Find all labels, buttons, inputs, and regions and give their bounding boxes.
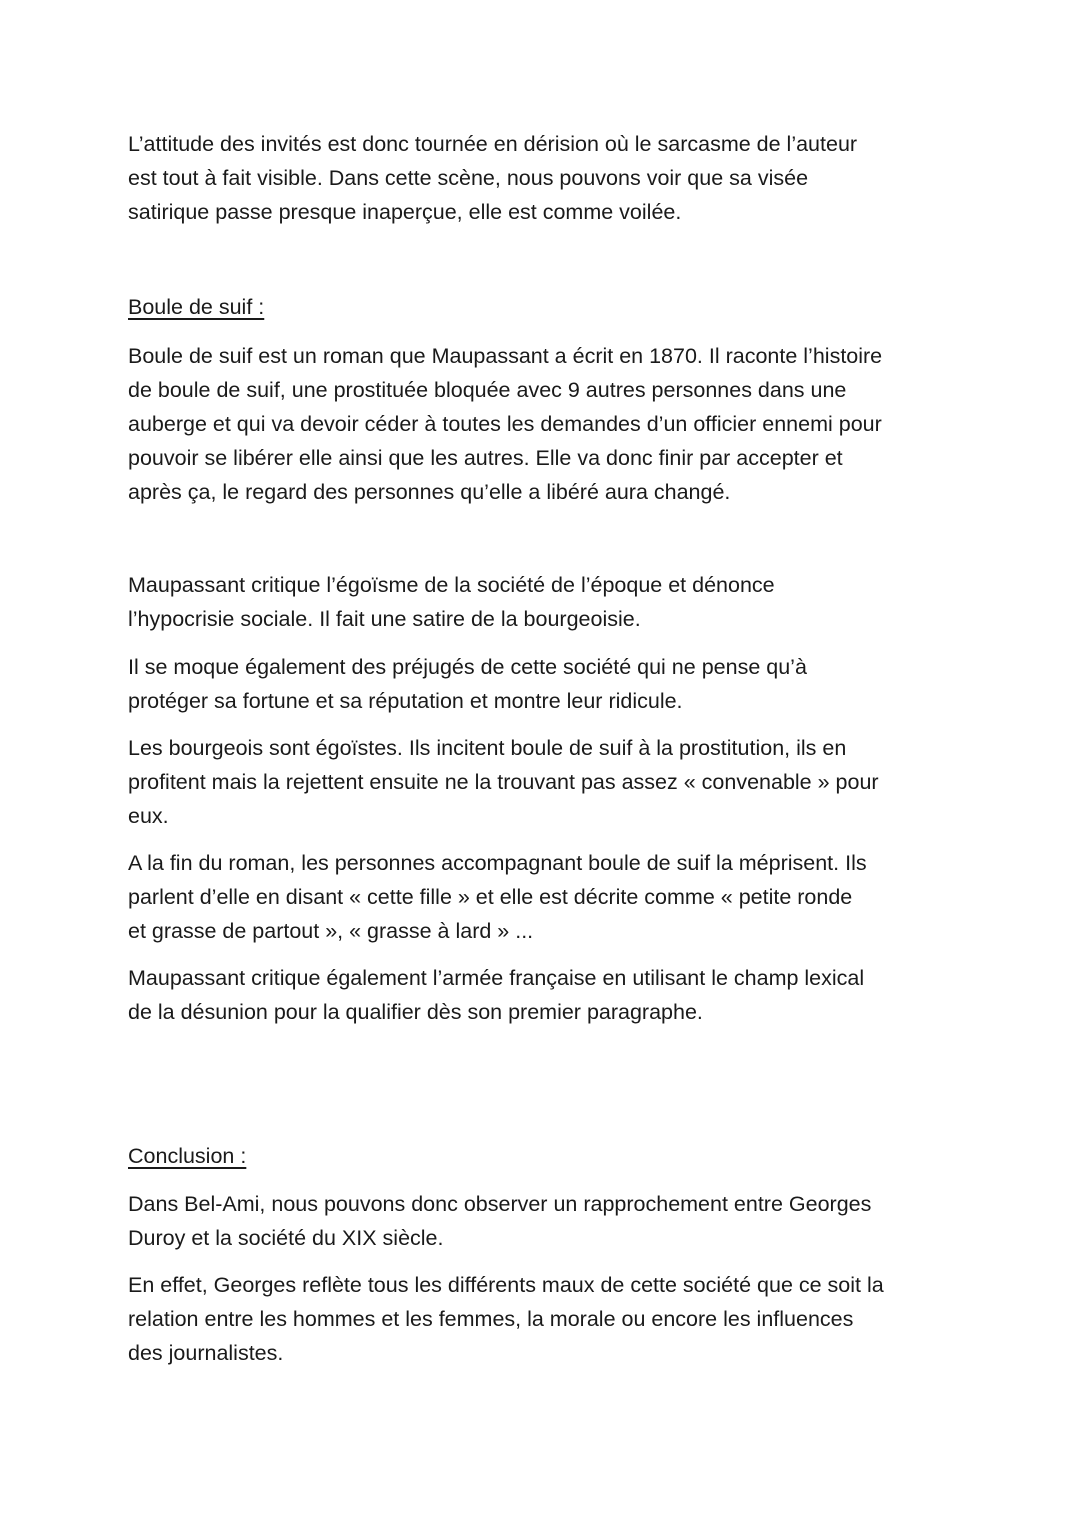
- boule-summary-block: [128, 339, 958, 509]
- boule-fin-block: [128, 846, 958, 948]
- boule-summary-paragraph: Boule de suif est un roman que Maupassant a écrit en 1870. Il raconte l’histoire de boule de suif, une prostituée bloquée avec 9 autres personnes dans une auberge et qui va devoir céder à toutes les demandes d’un officier ennemi pour pouvoir se libérer elle ainsi que les autres. Elle va donc finir par accepter et après ça, le regard des personnes qu’elle a libéré aura changé.: [128, 344, 883, 504]
- boule-critique-block: [128, 568, 958, 636]
- boule-prejudices-block: [128, 650, 958, 718]
- boule-bourgeois-block: [128, 731, 958, 833]
- boule-fin-paragraph: A la fin du roman, les personnes accompagnant boule de suif la méprisent. Ils parlent d’elle en disant « cette fille » et elle est décrite comme « petite ronde et grasse de partout », « grasse à lard » ...: [128, 851, 867, 943]
- conclusion-first-paragraph: Dans Bel-Ami, nous pouvons donc observer un rapprochement entre Georges Duroy et la société du XIX siècle.: [128, 1192, 872, 1250]
- boule-armee-paragraph: Maupassant critique également l’armée française en utilisant le champ lexical de la désunion pour la qualifier dès son premier paragraphe.: [128, 966, 865, 1024]
- section-heading-boule-de-suif: Boule de suif :: [128, 295, 265, 319]
- conclusion-second-block: [128, 1268, 958, 1370]
- conclusion-heading-block: [128, 1139, 958, 1173]
- conclusion-first-block: [128, 1187, 958, 1255]
- conclusion-second-paragraph: En effet, Georges reflète tous les différents maux de cette société que ce soit la relation entre les hommes et les femmes, la morale ou encore les influences des journalistes.: [128, 1273, 884, 1365]
- intro-paragraph-block: [128, 127, 958, 229]
- boule-de-suif-heading-block: [128, 290, 958, 324]
- boule-prejudices-paragraph: Il se moque également des préjugés de cette société qui ne pense qu’à protéger sa fortune et sa réputation et montre leur ridicule.: [128, 655, 807, 713]
- intro-paragraph: L’attitude des invités est donc tournée en dérision où le sarcasme de l’auteur est tout à fait visible. Dans cette scène, nous pouvons voir que sa visée satirique passe presque inaperçue, elle est comme voilée.: [128, 132, 858, 224]
- boule-armee-block: [128, 961, 958, 1029]
- boule-bourgeois-paragraph: Les bourgeois sont égoïstes. Ils incitent boule de suif à la prostitution, ils en profitent mais la rejettent ensuite ne la trouvant pas assez « convenable » pour eux.: [128, 736, 879, 828]
- boule-critique-paragraph: Maupassant critique l’égoïsme de la société de l’époque et dénonce l’hypocrisie sociale. Il fait une satire de la bourgeoisie.: [128, 573, 775, 631]
- section-heading-conclusion: Conclusion :: [128, 1144, 247, 1168]
